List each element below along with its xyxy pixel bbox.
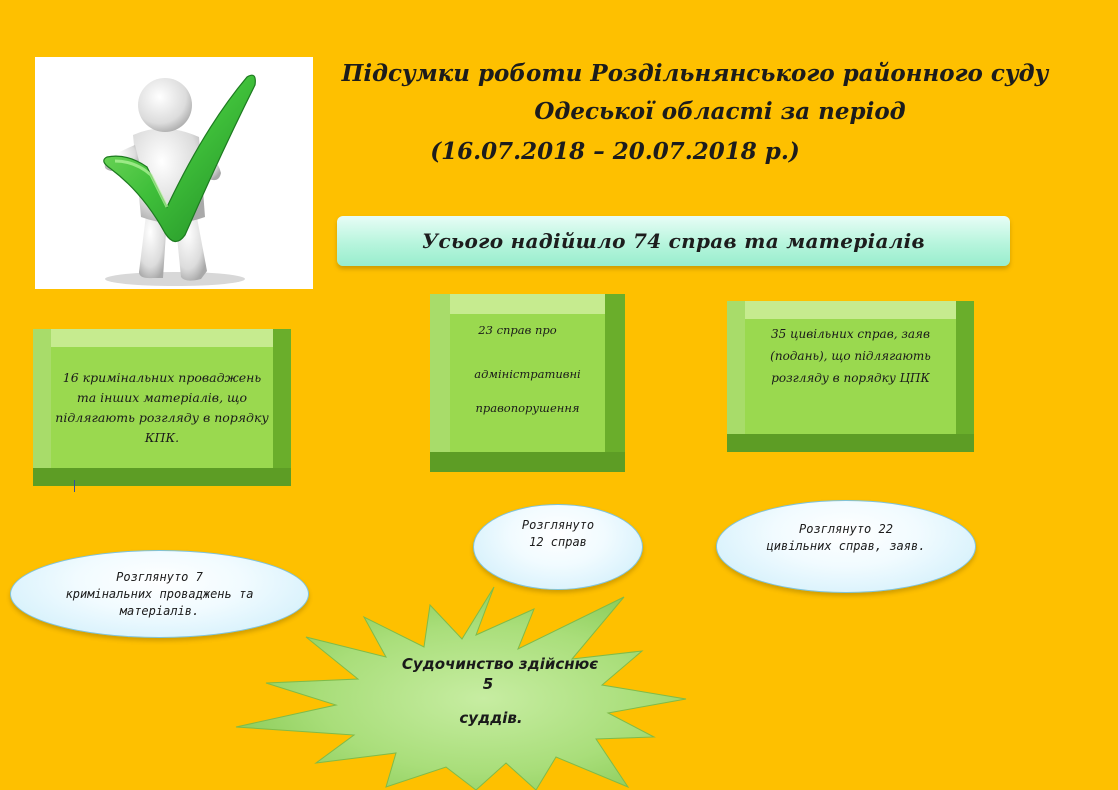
admin-reviewed-line-2: 12 справ (529, 535, 587, 549)
criminal-reviewed-line-1: Розглянуто 7 (116, 569, 203, 584)
civil-cases-box (727, 301, 974, 452)
criminal-reviewed-line-3: матеріалів. (119, 603, 200, 618)
title-line-2: Одеської області за період (534, 98, 906, 125)
admin-line-1: 23 справ про (478, 323, 557, 337)
judges-text (380, 653, 620, 729)
civil-line-1: 35 цивільних справ, заяв (771, 327, 930, 341)
page-title (330, 58, 1050, 168)
admin-line-3: правопорушення (475, 401, 580, 415)
figure-with-checkmark-illustration (35, 57, 313, 289)
criminal-line-3: підлягають розгляду в порядку (55, 409, 269, 425)
admin-line-2: адміністративні (474, 367, 581, 381)
administrative-cases-box (430, 294, 625, 472)
total-cases-text: Усього надійшло 74 справ та матеріалів (422, 229, 925, 253)
text-cursor (74, 480, 75, 492)
judges-line-1: Судочинство здійснює (401, 655, 599, 673)
civil-reviewed-ellipse (716, 500, 976, 593)
judges-count: 5 (482, 675, 494, 693)
admin-reviewed-line-1: Розглянуто (521, 518, 595, 532)
criminal-cases-box (33, 329, 291, 486)
administrative-cases-text (450, 314, 605, 452)
title-line-1: Підсумки роботи Роздільнянського районного суду (341, 60, 1049, 87)
title-period: (16.07.2018 – 20.07.2018 р.) (430, 138, 800, 165)
civil-line-2: (подань), що підлягають (770, 349, 931, 363)
administrative-reviewed-ellipse (473, 504, 643, 590)
criminal-reviewed-line-2: кримінальних проваджень та (65, 586, 254, 601)
civil-reviewed-line-1: Розглянуто 22 (799, 522, 893, 536)
criminal-line-1: 16 кримінальних проваджень (62, 369, 262, 385)
criminal-line-2: та інших матеріалів, що (76, 389, 248, 405)
civil-reviewed-line-2: цивільних справ, заяв. (766, 539, 926, 553)
figure-with-checkmark-icon (35, 57, 313, 289)
criminal-cases-text (51, 347, 273, 468)
civil-line-3: розгляду в порядку ЦПК (771, 371, 930, 385)
civil-cases-text (745, 319, 956, 434)
total-cases-banner (337, 216, 1010, 266)
judges-line-3: суддів. (459, 709, 523, 727)
criminal-line-4: КПК. (144, 429, 180, 445)
